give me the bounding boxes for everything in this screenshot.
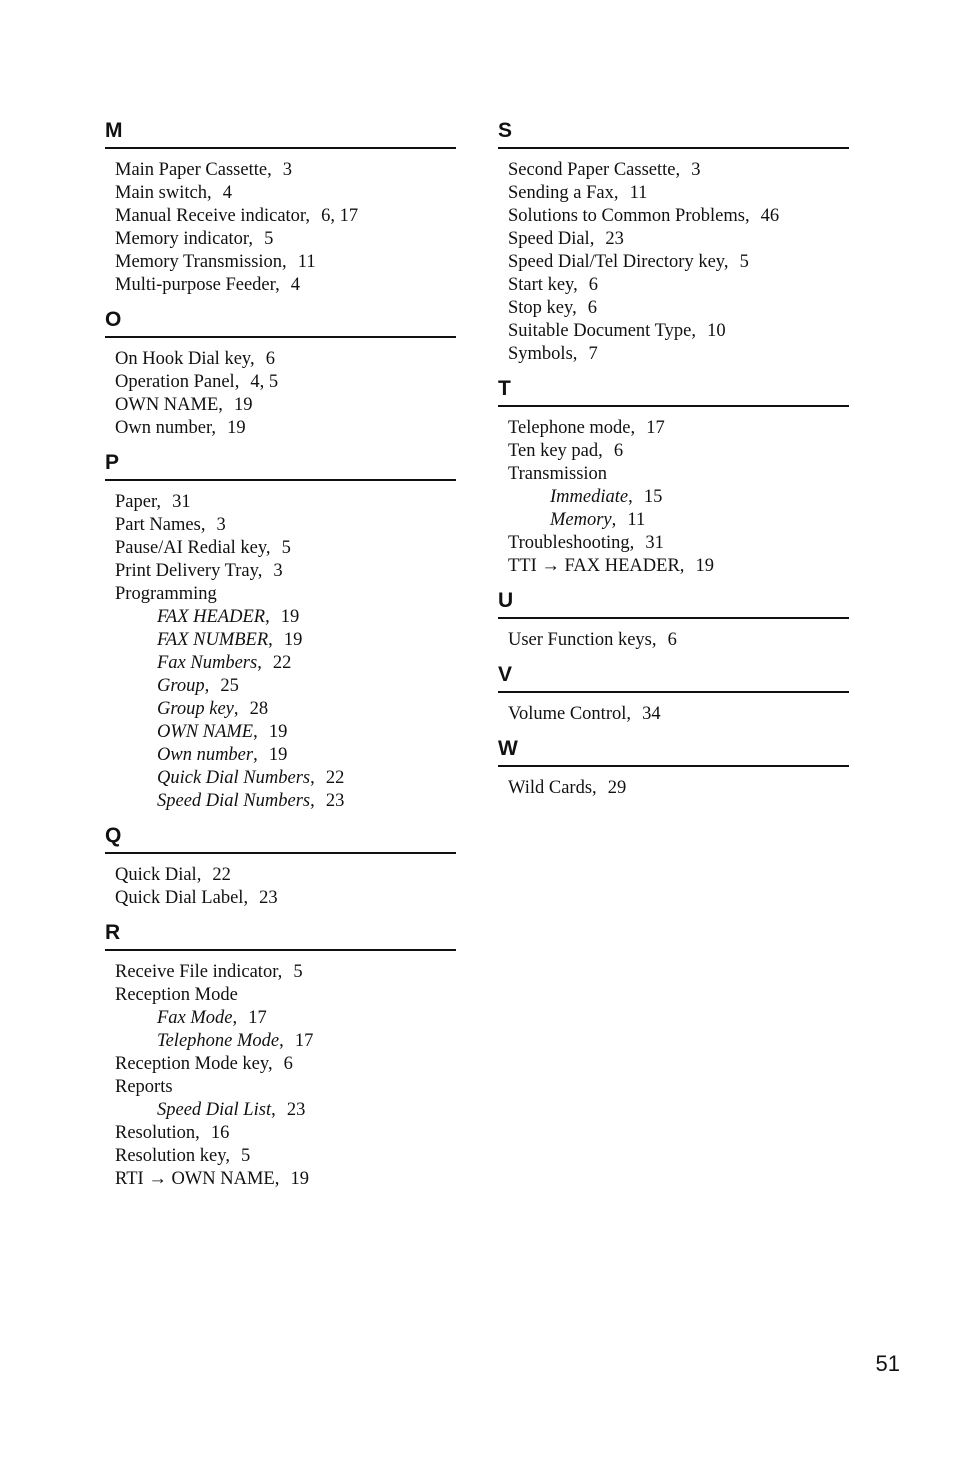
entry-page-ref: 11 bbox=[629, 183, 648, 203]
entry-term: Multi-purpose Feeder bbox=[115, 275, 276, 295]
entry-separator: , bbox=[572, 344, 578, 364]
entry-separator: , bbox=[630, 418, 636, 438]
index-entry bbox=[498, 440, 849, 463]
entry-term: Paper bbox=[115, 492, 157, 512]
entry-page-ref: 5 bbox=[739, 252, 749, 272]
index-column-left bbox=[105, 118, 456, 1201]
index-entry bbox=[498, 297, 849, 320]
entry-term: Troubleshooting bbox=[508, 533, 630, 553]
entry-list bbox=[498, 407, 849, 578]
index-entry bbox=[498, 463, 849, 486]
section-letter: M bbox=[105, 118, 456, 149]
entry-term: Telephone mode bbox=[508, 418, 631, 438]
entry-term: Suitable Document Type bbox=[508, 321, 692, 341]
entry-separator: , bbox=[218, 395, 223, 415]
entry-separator: , bbox=[275, 275, 280, 295]
entry-term: Resolution bbox=[115, 1123, 196, 1143]
index-column-right bbox=[498, 118, 849, 810]
index-entry bbox=[498, 532, 849, 555]
entry-separator: , bbox=[282, 252, 287, 272]
index-entry bbox=[105, 182, 456, 205]
index-entry bbox=[105, 514, 456, 537]
entry-page-ref: 19 bbox=[695, 556, 715, 576]
index-section bbox=[498, 588, 849, 652]
entry-list bbox=[105, 338, 456, 440]
entry-page-ref: 22 bbox=[272, 653, 292, 673]
entry-page-ref: 17 bbox=[248, 1008, 267, 1028]
index-entry bbox=[105, 274, 456, 297]
index-entry bbox=[498, 251, 849, 274]
entry-separator: , bbox=[248, 229, 253, 249]
entry-separator: , bbox=[592, 778, 597, 798]
index-entry bbox=[498, 205, 849, 228]
index-entry bbox=[105, 394, 456, 417]
index-entry bbox=[105, 491, 456, 514]
entry-list bbox=[498, 149, 849, 366]
entry-separator: , bbox=[274, 1169, 280, 1189]
entry-term: Ten key pad bbox=[508, 441, 599, 461]
entry-list bbox=[105, 149, 456, 297]
index-subentry bbox=[105, 629, 456, 652]
entry-separator: , bbox=[679, 556, 685, 576]
entry-term: Resolution key bbox=[115, 1146, 226, 1166]
entry-separator: , bbox=[265, 538, 271, 558]
index-entry bbox=[498, 555, 849, 578]
index-subentry bbox=[498, 509, 849, 532]
entry-separator: , bbox=[268, 630, 273, 650]
index-entry bbox=[498, 320, 849, 343]
index-entry bbox=[498, 343, 849, 366]
index-entry bbox=[105, 984, 456, 1007]
entry-page-ref: 16 bbox=[210, 1123, 230, 1143]
entry-page-ref: 6 bbox=[667, 630, 677, 650]
index-entry bbox=[105, 205, 456, 228]
index-entry bbox=[105, 251, 456, 274]
entry-page-ref: 17 bbox=[294, 1031, 314, 1051]
index-entry bbox=[105, 1145, 456, 1168]
entry-term: Print Delivery Tray bbox=[115, 561, 258, 581]
entry-separator: , bbox=[267, 160, 272, 180]
index-entry bbox=[498, 417, 849, 440]
entry-term: Memory Transmission bbox=[115, 252, 283, 272]
entry-page-ref: 5 bbox=[293, 962, 303, 982]
entry-term: Receive File indicator bbox=[115, 962, 278, 982]
entry-term: Start key bbox=[508, 275, 574, 295]
entry-page-ref: 4, 5 bbox=[250, 372, 279, 392]
entry-separator: , bbox=[613, 183, 619, 203]
entry-page-ref: 25 bbox=[220, 676, 239, 696]
entry-page-ref: 6 bbox=[587, 298, 598, 318]
index-section bbox=[498, 376, 849, 578]
entry-term: Speed Dial List bbox=[157, 1100, 272, 1120]
entry-page-ref: 4 bbox=[222, 183, 232, 203]
entry-page-ref: 6, 17 bbox=[321, 206, 359, 226]
entry-separator: , bbox=[573, 275, 578, 295]
index-subentry bbox=[105, 744, 456, 767]
entry-term: Main Paper Cassette bbox=[115, 160, 268, 180]
page-number: 51 bbox=[875, 1351, 900, 1376]
index-subentry bbox=[105, 698, 456, 721]
entry-page-ref: 7 bbox=[588, 344, 598, 364]
entry-separator: , bbox=[234, 372, 240, 392]
entry-term: Part Names bbox=[115, 515, 201, 535]
entry-term: Manual Receive indicator bbox=[115, 206, 306, 226]
entry-page-ref: 19 bbox=[234, 395, 253, 415]
entry-page-ref: 29 bbox=[607, 778, 627, 798]
entry-page-ref: 19 bbox=[280, 607, 300, 627]
entry-separator: , bbox=[279, 1031, 284, 1051]
entry-term: TTI → FAX HEADER bbox=[508, 556, 680, 576]
entry-page-ref: 6 bbox=[283, 1054, 293, 1074]
entry-term: FAX NUMBER bbox=[157, 630, 269, 650]
entry-page-ref: 11 bbox=[627, 510, 646, 530]
entry-page-ref: 31 bbox=[172, 492, 191, 512]
index-subentry bbox=[498, 486, 849, 509]
index-entry bbox=[105, 348, 456, 371]
entry-term: Immediate bbox=[550, 487, 629, 507]
entry-page-ref: 3 bbox=[691, 160, 701, 180]
index-entry bbox=[105, 961, 456, 984]
entry-term: Own number bbox=[157, 745, 254, 765]
entry-separator: , bbox=[691, 321, 696, 341]
entry-separator: , bbox=[628, 487, 633, 507]
entry-list bbox=[498, 619, 849, 652]
index-entry bbox=[105, 560, 456, 583]
section-letter: Q bbox=[105, 823, 456, 854]
entry-list bbox=[105, 951, 456, 1191]
index-section bbox=[105, 450, 456, 813]
index-entry bbox=[498, 182, 849, 205]
entry-separator: , bbox=[626, 704, 631, 724]
section-letter: P bbox=[105, 450, 456, 481]
entry-page-ref: 5 bbox=[281, 538, 291, 558]
entry-term: Pause/AI Redial key bbox=[115, 538, 266, 558]
entry-separator: , bbox=[257, 561, 263, 581]
entry-separator: , bbox=[723, 252, 729, 272]
index-entry bbox=[498, 274, 849, 297]
index-subentry bbox=[105, 721, 456, 744]
index-subentry bbox=[105, 652, 456, 675]
entry-term: Volume Control bbox=[508, 704, 627, 724]
entry-separator: , bbox=[675, 160, 681, 180]
section-letter: V bbox=[498, 662, 849, 693]
index-entry bbox=[105, 1053, 456, 1076]
index-entry bbox=[498, 703, 849, 726]
entry-page-ref: 6 bbox=[613, 441, 624, 461]
entry-page-ref: 23 bbox=[259, 888, 278, 908]
entry-separator: , bbox=[744, 206, 750, 226]
index-entry bbox=[498, 228, 849, 251]
index-section bbox=[498, 118, 849, 366]
entry-term: On Hook Dial key bbox=[115, 349, 250, 369]
entry-separator: , bbox=[204, 676, 210, 696]
entry-term: Wild Cards bbox=[508, 778, 593, 798]
entry-page-ref: 3 bbox=[282, 160, 293, 180]
entry-page-ref: 23 bbox=[325, 791, 345, 811]
entry-page-ref: 22 bbox=[325, 768, 345, 788]
entry-term: OWN NAME bbox=[157, 722, 254, 742]
entry-separator: , bbox=[233, 699, 239, 719]
entry-term: Fax Mode bbox=[157, 1008, 233, 1028]
entry-separator: , bbox=[310, 768, 315, 788]
entry-separator: , bbox=[611, 510, 617, 530]
entry-page-ref: 23 bbox=[286, 1100, 306, 1120]
index-entry bbox=[105, 1122, 456, 1145]
entry-separator: , bbox=[629, 533, 635, 553]
entry-term: Own number bbox=[115, 418, 212, 438]
entry-page-ref: 15 bbox=[643, 487, 663, 507]
entry-list bbox=[498, 693, 849, 726]
index-section bbox=[105, 118, 456, 297]
entry-separator: , bbox=[232, 1008, 238, 1028]
section-letter: O bbox=[105, 307, 456, 338]
entry-term: Memory indicator bbox=[115, 229, 249, 249]
entry-term: OWN NAME bbox=[115, 395, 219, 415]
index-subentry bbox=[105, 767, 456, 790]
index-subentry bbox=[105, 1030, 456, 1053]
index-entry bbox=[105, 417, 456, 440]
entry-page-ref: 4 bbox=[290, 275, 301, 295]
entry-term: Quick Dial Label bbox=[115, 888, 244, 908]
index-entry bbox=[105, 228, 456, 251]
index-subentry bbox=[105, 790, 456, 813]
entry-page-ref: 23 bbox=[605, 229, 624, 249]
index-entry bbox=[498, 159, 849, 182]
entry-separator: , bbox=[156, 492, 162, 512]
entry-term: Main switch bbox=[115, 183, 207, 203]
entry-separator: , bbox=[305, 206, 310, 226]
entry-page-ref: 19 bbox=[227, 418, 246, 438]
entry-separator: , bbox=[589, 229, 595, 249]
entry-separator: , bbox=[253, 722, 258, 742]
index-subentry bbox=[105, 675, 456, 698]
entry-page-ref: 11 bbox=[297, 252, 316, 272]
index-subentry bbox=[105, 1099, 456, 1122]
entry-term: Fax Numbers bbox=[157, 653, 258, 673]
index-subentry bbox=[105, 1007, 456, 1030]
entry-separator: , bbox=[211, 418, 216, 438]
entry-term: RTI → OWN NAME bbox=[115, 1169, 275, 1189]
section-letter: T bbox=[498, 376, 849, 407]
index-entry bbox=[105, 1168, 456, 1191]
entry-separator: , bbox=[195, 1123, 200, 1143]
entry-term: FAX HEADER bbox=[157, 607, 266, 627]
entry-separator: , bbox=[243, 888, 249, 908]
index-section bbox=[498, 662, 849, 726]
entry-page-ref: 3 bbox=[273, 561, 283, 581]
entry-term: Transmission bbox=[508, 464, 608, 484]
entry-term: Reception Mode bbox=[115, 985, 238, 1005]
entry-list bbox=[105, 481, 456, 813]
entry-separator: , bbox=[271, 1100, 276, 1120]
index-entry bbox=[498, 777, 849, 800]
index-entry bbox=[105, 537, 456, 560]
entry-page-ref: 5 bbox=[264, 229, 274, 249]
entry-page-ref: 19 bbox=[290, 1169, 309, 1189]
entry-separator: , bbox=[249, 349, 255, 369]
entry-term: Speed Dial Numbers bbox=[157, 791, 311, 811]
index-subentry bbox=[105, 606, 456, 629]
entry-term: Reports bbox=[115, 1077, 173, 1097]
entry-term: Sending a Fax bbox=[508, 183, 614, 203]
index-entry bbox=[498, 629, 849, 652]
entry-term: Programming bbox=[115, 584, 217, 604]
index-entry bbox=[105, 583, 456, 606]
entry-term: Reception Mode key bbox=[115, 1054, 268, 1074]
entry-page-ref: 31 bbox=[645, 533, 664, 553]
index-entry bbox=[105, 1076, 456, 1099]
entry-separator: , bbox=[206, 183, 212, 203]
index-section bbox=[498, 736, 849, 800]
entry-term: Quick Dial Numbers bbox=[157, 768, 311, 788]
entry-page-ref: 10 bbox=[707, 321, 726, 341]
index-entry bbox=[105, 371, 456, 394]
entry-page-ref: 19 bbox=[268, 722, 288, 742]
entry-separator: , bbox=[310, 791, 315, 811]
index-section bbox=[105, 307, 456, 440]
entry-term: Speed Dial bbox=[508, 229, 590, 249]
entry-term: Telephone Mode bbox=[157, 1031, 280, 1051]
index-entry bbox=[105, 864, 456, 887]
entry-term: Group key bbox=[157, 699, 234, 719]
entry-term: Speed Dial/Tel Directory key bbox=[508, 252, 724, 272]
entry-page-ref: 19 bbox=[283, 630, 303, 650]
entry-page-ref: 28 bbox=[249, 699, 269, 719]
section-letter: U bbox=[498, 588, 849, 619]
section-letter: W bbox=[498, 736, 849, 767]
entry-page-ref: 5 bbox=[241, 1146, 251, 1166]
entry-term: Stop key bbox=[508, 298, 573, 318]
entry-page-ref: 19 bbox=[268, 745, 288, 765]
entry-term: Solutions to Common Problems bbox=[508, 206, 745, 226]
entry-separator: , bbox=[196, 865, 202, 885]
entry-page-ref: 22 bbox=[212, 865, 231, 885]
section-letter: R bbox=[105, 920, 456, 951]
section-letter: S bbox=[498, 118, 849, 149]
entry-separator: , bbox=[267, 1054, 273, 1074]
entry-term: User Function keys bbox=[508, 630, 652, 650]
entry-page-ref: 46 bbox=[760, 206, 780, 226]
index-entry bbox=[105, 159, 456, 182]
entry-separator: , bbox=[598, 441, 603, 461]
entry-separator: , bbox=[253, 745, 258, 765]
entry-page-ref: 34 bbox=[642, 704, 661, 724]
index-entry bbox=[105, 887, 456, 910]
entry-term: Symbols bbox=[508, 344, 573, 364]
entry-term: Second Paper Cassette bbox=[508, 160, 676, 180]
entry-separator: , bbox=[572, 298, 577, 318]
entry-separator: , bbox=[651, 630, 657, 650]
entry-separator: , bbox=[225, 1146, 230, 1166]
entry-term: Memory bbox=[550, 510, 612, 530]
index-section bbox=[105, 823, 456, 910]
entry-page-ref: 6 bbox=[265, 349, 275, 369]
entry-list bbox=[498, 767, 849, 800]
entry-separator: , bbox=[277, 962, 283, 982]
entry-page-ref: 17 bbox=[646, 418, 665, 438]
entry-separator: , bbox=[257, 653, 262, 673]
entry-separator: , bbox=[200, 515, 206, 535]
entry-page-ref: 3 bbox=[216, 515, 226, 535]
entry-term: Operation Panel bbox=[115, 372, 235, 392]
entry-list bbox=[105, 854, 456, 910]
entry-separator: , bbox=[265, 607, 270, 627]
index-section bbox=[105, 920, 456, 1191]
entry-term: Group bbox=[157, 676, 205, 696]
entry-term: Quick Dial bbox=[115, 865, 197, 885]
entry-page-ref: 6 bbox=[588, 275, 599, 295]
